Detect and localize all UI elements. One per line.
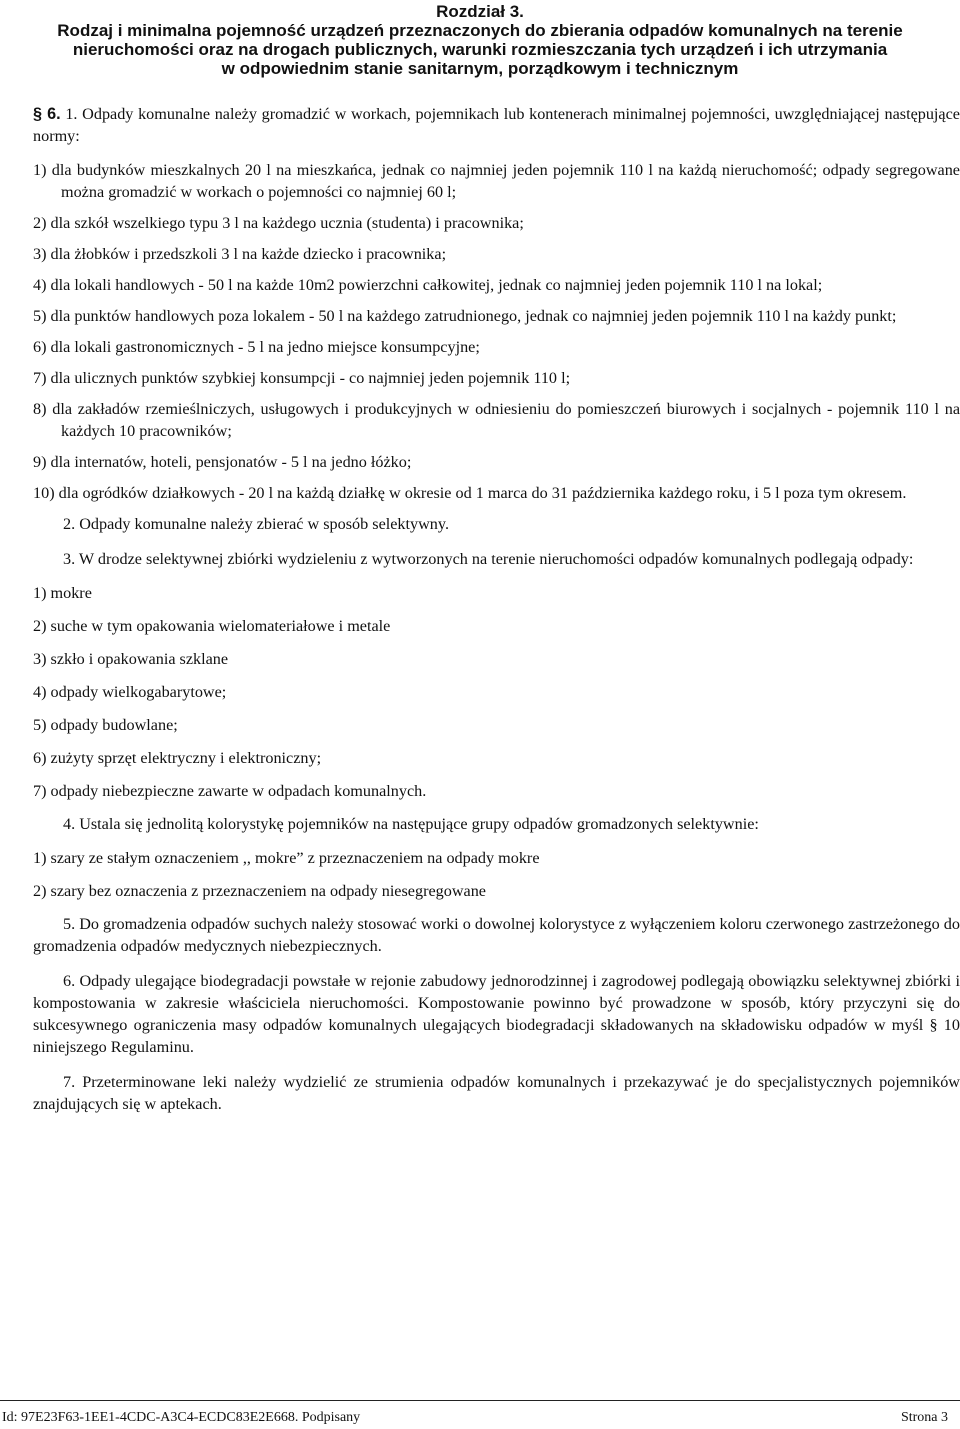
paragraph-7: 7. Przeterminowane leki należy wydzielić ze strumienia odpadów komunalnych i przekazywać je do specjalistycznych pojemników znajdujących się w aptekach. bbox=[33, 1073, 960, 1113]
norm-item: 8) dla zakładów rzemieślniczych, usługowych i produkcyjnych w odniesieniu do pomieszczeń biurowych i socjalnych - pojemnik 110 l na każdych 10 pracowników; bbox=[33, 400, 960, 440]
fraction-item: 5) odpady budowlane; bbox=[33, 716, 178, 734]
paragraph-1-number: 1. bbox=[65, 105, 78, 123]
color-item: 1) szary ze stałym oznaczeniem ,, mokre” z przeznaczeniem na odpady mokre bbox=[33, 849, 540, 867]
paragraph-2: 2. Odpady komunalne należy zbierać w sposób selektywny. bbox=[63, 515, 449, 533]
fraction-item: 3) szkło i opakowania szklane bbox=[33, 650, 229, 668]
norm-item: 10) dla ogródków działkowych - 20 l na każdą działkę w okresie od 1 marca do 31 października każdego roku, i 5 l poza tym okresem. bbox=[33, 484, 907, 502]
document-id: Id: 97E23F63-1EE1-4CDC-A3C4-ECDC83E2E668. Podpisany bbox=[2, 1410, 361, 1425]
section-mark: § 6. bbox=[33, 105, 61, 123]
norm-item: 2) dla szkół wszelkiego typu 3 l na każdego ucznia (studenta) i pracownika; bbox=[33, 214, 524, 232]
fraction-item: 4) odpady wielkogabarytowe; bbox=[33, 683, 227, 701]
chapter-title-line-3: w odpowiednim stanie sanitarnym, porządkowym i technicznym bbox=[221, 59, 739, 78]
fraction-item: 7) odpady niebezpieczne zawarte w odpadach komunalnych. bbox=[33, 782, 427, 800]
chapter-title-line-1: Rodzaj i minimalna pojemność urządzeń przeznaczonych do zbierania odpadów komunalnych na terenie bbox=[57, 21, 903, 40]
chapter-title-line-2: nieruchomości oraz na drogach publicznych, warunki rozmieszczania tych urządzeń i ich utrzymania bbox=[72, 40, 888, 59]
fraction-item: 6) zużyty sprzęt elektryczny i elektroniczny; bbox=[33, 749, 322, 767]
norm-item: 3) dla żłobków i przedszkoli 3 l na każde dziecko i pracownika; bbox=[33, 245, 447, 263]
page-footer bbox=[0, 1400, 960, 1429]
document-body bbox=[33, 103, 960, 1115]
norms-list bbox=[33, 159, 960, 504]
norm-item: 7) dla ulicznych punktów szybkiej konsumpcji - co najmniej jeden pojemnik 110 l; bbox=[33, 369, 571, 387]
chapter-heading bbox=[0, 2, 960, 78]
fraction-item: 2) suche w tym opakowania wielomateriałowe i metale bbox=[33, 617, 391, 635]
norm-item: 6) dla lokali gastronomicznych - 5 l na jedno miejsce konsumpcyjne; bbox=[33, 338, 480, 356]
fraction-item: 1) mokre bbox=[33, 584, 92, 602]
paragraph-1 bbox=[33, 103, 960, 147]
paragraph-3: 3. W drodze selektywnej zbiórki wydzieleniu z wytworzonych na terenie nieruchomości odpadów komunalnych podlegają odpady: bbox=[63, 550, 914, 568]
fractions-list bbox=[33, 582, 960, 802]
chapter-number: Rozdział 3. bbox=[436, 2, 524, 21]
page-number: Strona 3 bbox=[900, 1410, 948, 1425]
norm-item: 9) dla internatów, hoteli, pensjonatów - 5 l na jedno łóżko; bbox=[33, 453, 412, 471]
paragraph-6: 6. Odpady ulegające biodegradacji powstałe w rejonie zabudowy jednorodzinnej i zagrodowej podlegają obowiązku selektywnej zbiórki i kompostowania w zakresie właściciela nieruchomości. Kompostowanie powinno być prowadzone w sposób, który przyczyni się do sukcesywnego ograniczenia masy odpadów komunalnych ulegających biodegradacji składowanych na składowisku odpadów w myśl § 10 niniejszego Regulaminu. bbox=[33, 972, 960, 1056]
paragraph-4: 4. Ustala się jednolitą kolorystykę pojemników na następujące grupy odpadów gromadzonych selektywnie: bbox=[63, 815, 759, 833]
color-item: 2) szary bez oznaczenia z przeznaczeniem na odpady niesegregowane bbox=[33, 882, 486, 900]
norm-item: 1) dla budynków mieszkalnych 20 l na mieszkańca, jednak co najmniej jeden pojemnik 110 l na każdą nieruchomość; odpady segregowane można gromadzić w workach o pojemności co najmniej 60 l; bbox=[33, 161, 960, 201]
paragraph-1-text: Odpady komunalne należy gromadzić w workach, pojemnikach lub kontenerach minimalnej pojemności, uwzględniającej następujące normy: bbox=[33, 105, 960, 145]
norm-item: 4) dla lokali handlowych - 50 l na każde 10m2 powierzchni całkowitej, jednak co najmniej jeden pojemnik 110 l na lokal; bbox=[33, 276, 823, 294]
norm-item: 5) dla punktów handlowych poza lokalem - 50 l na każdego zatrudnionego, jednak co najmniej jeden pojemnik 110 l na każdy punkt; bbox=[33, 307, 897, 325]
paragraph-5: 5. Do gromadzenia odpadów suchych należy stosować worki o dowolnej kolorystyce z wyłączeniem koloru czerwonego zastrzeżonego do gromadzenia odpadów medycznych niebezpiecznych. bbox=[33, 915, 960, 955]
colors-list bbox=[33, 847, 960, 902]
